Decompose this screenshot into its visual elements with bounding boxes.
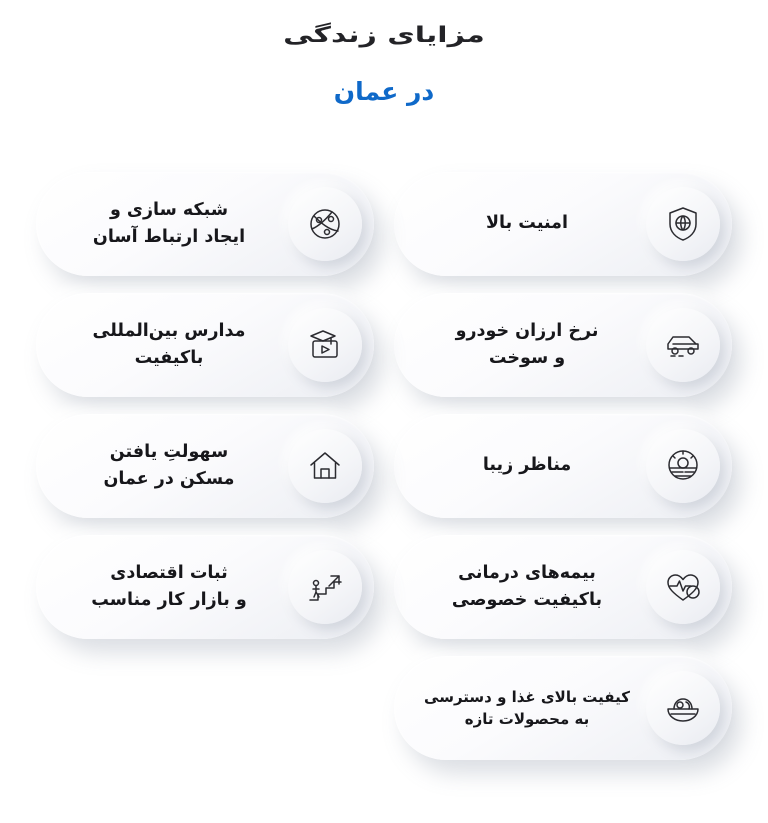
benefit-label: مدارس بین‌المللی باکیفیت: [92, 320, 246, 368]
benefit-card-cheap-car-fuel[interactable]: [394, 293, 732, 397]
page-title: مزایای زندگی: [283, 22, 485, 48]
car-icon: [646, 308, 720, 382]
page-subtitle: در عمان: [333, 76, 435, 106]
bottom-spacer: [36, 656, 394, 760]
benefit-label: سهولتِ یافتن مسکن در عمان: [103, 441, 235, 489]
salad-bowl-icon: [646, 671, 720, 745]
bottom-row: [36, 656, 732, 760]
benefit-card-economy-jobs[interactable]: [36, 535, 374, 639]
benefit-label: ثبات اقتصادی و بازار کار مناسب: [91, 562, 247, 610]
sunset-icon: [646, 429, 720, 503]
network-icon: [288, 187, 362, 261]
header: [0, 22, 768, 107]
benefit-card-scenery[interactable]: [394, 414, 732, 518]
benefit-card-networking[interactable]: [36, 172, 374, 276]
benefit-card-food-quality[interactable]: [394, 656, 732, 760]
benefit-label: مناظر زیبا: [482, 455, 572, 476]
growth-stairs-icon: [288, 550, 362, 624]
benefit-card-international-schools[interactable]: [36, 293, 374, 397]
benefit-card-security[interactable]: [394, 172, 732, 276]
shield-globe-icon: [646, 187, 720, 261]
benefit-card-housing[interactable]: [36, 414, 374, 518]
house-icon: [288, 429, 362, 503]
benefit-card-health-insurance[interactable]: [394, 535, 732, 639]
heartbeat-icon: [646, 550, 720, 624]
video-lesson-icon: [288, 308, 362, 382]
benefit-label: کیفیت بالای غذا و دسترسی به محصولات تازه: [424, 687, 630, 728]
column-bottom: [394, 656, 732, 760]
column-left: [36, 172, 374, 639]
benefit-label: نرخ ارزان خودرو و سوخت: [455, 320, 599, 368]
column-right: [394, 172, 732, 639]
benefits-grid: [36, 172, 732, 760]
benefit-label: شبکه سازی و ایجاد ارتباط آسان: [92, 199, 246, 247]
benefit-label: امنیت بالا: [486, 213, 568, 234]
benefit-label: بیمه‌های درمانی باکیفیت خصوصی: [451, 562, 603, 610]
